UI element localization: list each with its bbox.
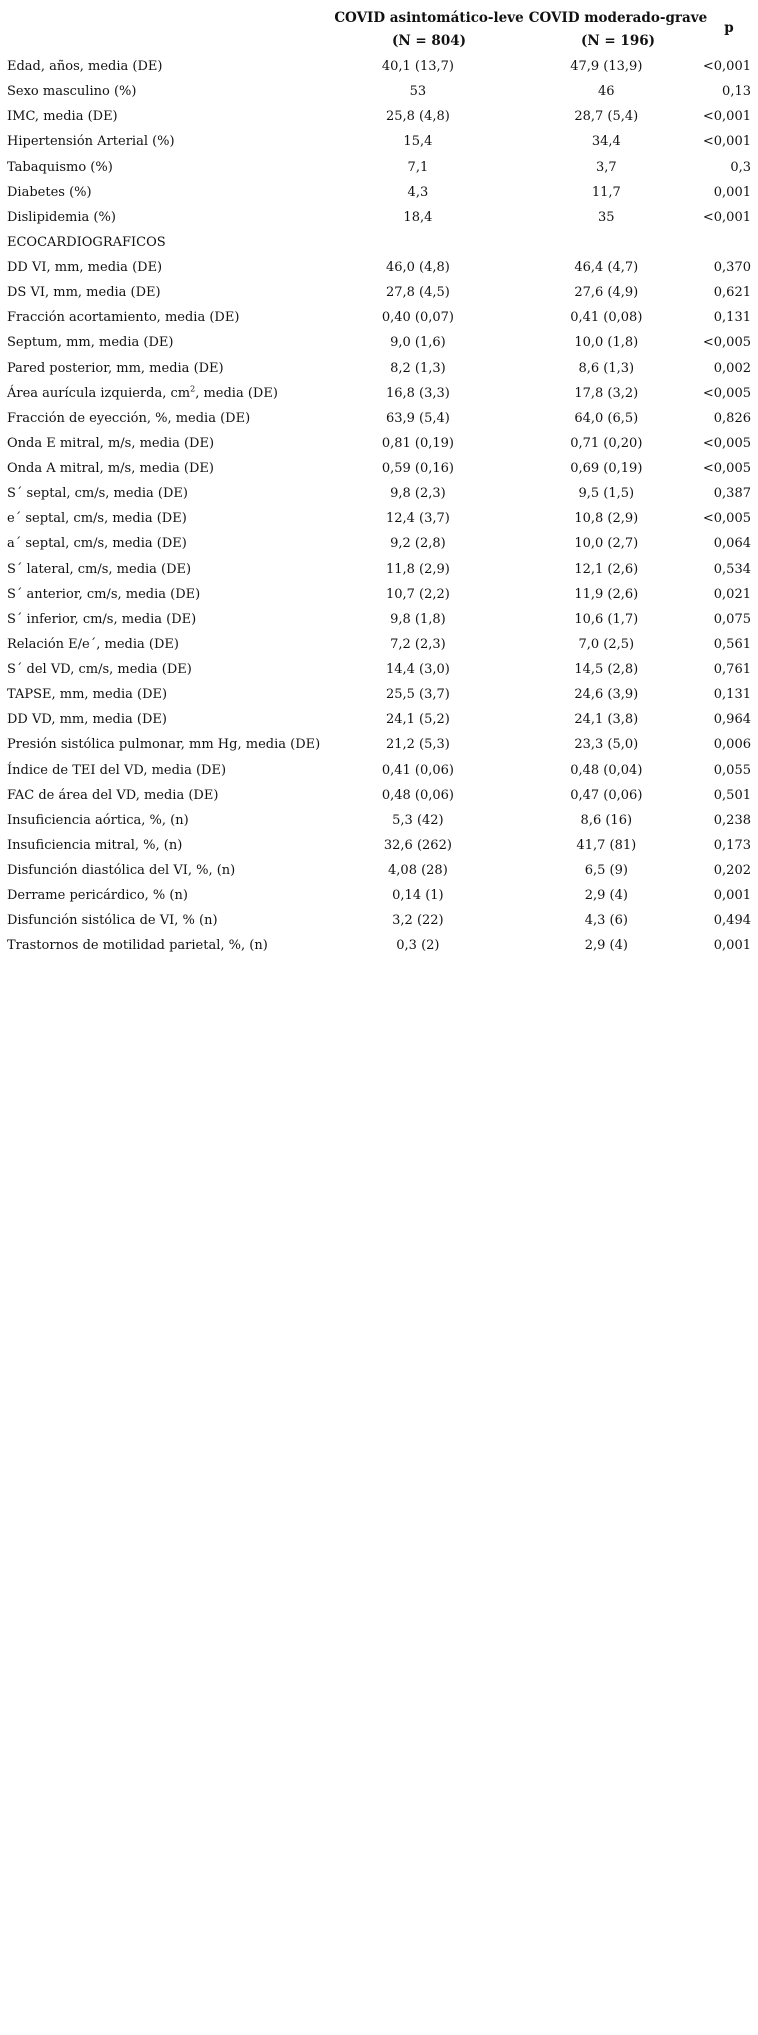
p-value: 0,761 — [713, 662, 751, 678]
p-value: 0,001 — [713, 888, 751, 904]
p-value: <0,001 — [702, 209, 751, 225]
group1-header — [326, 10, 532, 49]
p-value: 0,501 — [713, 787, 751, 803]
table-row — [0, 481, 758, 506]
row-label-suffix: , media (DE) — [195, 385, 278, 401]
p-value: 0,055 — [713, 762, 751, 778]
p-value: 0,131 — [713, 687, 751, 703]
group1-value: 0,81 (0,19) — [381, 435, 454, 451]
p-value: 0,064 — [713, 536, 751, 552]
p-value: <0,001 — [702, 59, 751, 75]
row-label-text: Disfunción diastólica del VI, %, (n) — [7, 863, 236, 879]
row-label — [0, 180, 326, 205]
group2-value: 0,71 (0,20) — [570, 435, 643, 451]
row-label — [0, 557, 326, 582]
table-row — [0, 833, 758, 858]
p-value: 0,001 — [713, 184, 751, 200]
group1-value: 9,2 (2,8) — [390, 536, 446, 552]
group2-value: 8,6 (16) — [580, 812, 633, 828]
row-label-text: Pared posterior, mm, media (DE) — [7, 360, 224, 376]
group2-value: 10,0 (1,8) — [574, 335, 639, 351]
group2-value: 10,6 (1,7) — [574, 611, 639, 627]
p-value: 0,13 — [722, 84, 751, 100]
row-label — [0, 205, 326, 230]
row-label-text: Fracción de eyección, %, media (DE) — [7, 410, 251, 426]
group1-value: 9,0 (1,6) — [390, 335, 446, 351]
table-row — [0, 104, 758, 129]
row-label — [0, 305, 326, 330]
table-row — [0, 632, 758, 657]
p-value: <0,001 — [702, 109, 751, 125]
group2-value: 35 — [598, 209, 615, 225]
group2-value: 46 — [598, 84, 615, 100]
group2-value: 7,0 (2,5) — [578, 636, 635, 652]
row-label-text: Sexo masculino (%) — [7, 84, 137, 100]
group1-value: 7,1 — [407, 159, 429, 175]
group1-value — [326, 230, 510, 255]
group1-value: 0,41 (0,06) — [381, 762, 454, 778]
group2-value: 41,7 (81) — [576, 837, 637, 853]
group2-value: 46,4 (4,7) — [574, 260, 639, 276]
row-label-text: S´ septal, cm/s, media (DE) — [7, 486, 188, 502]
group2-value: 47,9 (13,9) — [570, 59, 643, 75]
table-row — [0, 732, 758, 757]
group2-value: 10,8 (2,9) — [574, 511, 639, 527]
group2-value: 64,0 (6,5) — [574, 410, 639, 426]
group2-value: 17,8 (3,2) — [574, 385, 639, 401]
table-row — [0, 883, 758, 908]
p-value: 0,021 — [713, 586, 751, 602]
table-row — [0, 155, 758, 180]
table-row — [0, 280, 758, 305]
group1-value: 46,0 (4,8) — [385, 260, 450, 276]
row-label-text: ECOCARDIOGRAFICOS — [7, 234, 166, 250]
group2-value: 10,0 (2,7) — [574, 536, 639, 552]
table-row — [0, 205, 758, 230]
group1-value: 10,7 (2,2) — [385, 586, 450, 602]
row-label — [0, 381, 326, 406]
row-label — [0, 758, 326, 783]
table-row — [0, 330, 758, 355]
row-label — [0, 883, 326, 908]
row-label-text: Insuficiencia aórtica, %, (n) — [7, 812, 189, 828]
row-label — [0, 330, 326, 355]
group2-value — [510, 230, 703, 255]
row-label-text: Derrame pericárdico, % (n) — [7, 888, 188, 904]
table-row — [0, 557, 758, 582]
group1-value: 32,6 (262) — [383, 837, 452, 853]
p-value: 0,002 — [713, 360, 751, 376]
table-row — [0, 808, 758, 833]
p-value: 0,561 — [713, 636, 751, 652]
group1-value: 3,2 (22) — [392, 913, 444, 929]
table-row — [0, 230, 758, 255]
p-value: 0,494 — [713, 913, 751, 929]
p-value: <0,001 — [702, 134, 751, 150]
row-label-text: Presión sistólica pulmonar, mm Hg, media (DE) — [7, 737, 321, 753]
row-label — [0, 607, 326, 632]
row-label-text: Septum, mm, media (DE) — [7, 335, 174, 351]
group2-value: 0,41 (0,08) — [570, 310, 643, 326]
group1-value: 40,1 (13,7) — [381, 59, 454, 75]
row-label — [0, 255, 326, 280]
table-row — [0, 506, 758, 531]
table-row — [0, 908, 758, 933]
table-row — [0, 180, 758, 205]
row-label — [0, 481, 326, 506]
group1-value: 15,4 — [403, 134, 433, 150]
group1-value: 27,8 (4,5) — [385, 285, 450, 301]
table-row — [0, 129, 758, 154]
group1-value: 8,2 (1,3) — [390, 360, 446, 376]
group1-value: 14,4 (3,0) — [385, 662, 450, 678]
table-row — [0, 758, 758, 783]
row-label-text: Dislipidemia (%) — [7, 209, 116, 225]
group2-value: 12,1 (2,6) — [574, 561, 639, 577]
row-label-text: Tabaquismo (%) — [7, 159, 113, 175]
row-label — [0, 356, 326, 381]
group2-header — [518, 10, 718, 49]
group1-value: 18,4 — [403, 209, 433, 225]
row-label-text: FAC de área del VD, media (DE) — [7, 787, 219, 803]
row-label — [0, 632, 326, 657]
table-row — [0, 607, 758, 632]
group1-value: 16,8 (3,3) — [385, 385, 450, 401]
row-label-text: IMC, media (DE) — [7, 109, 118, 125]
p-value: 0,534 — [713, 561, 751, 577]
row-label — [0, 104, 326, 129]
group1-value: 0,14 (1) — [392, 888, 444, 904]
row-label-text: DD VI, mm, media (DE) — [7, 260, 163, 276]
group1-value: 0,40 (0,07) — [381, 310, 454, 326]
row-label-text: Relación E/e´, media (DE) — [7, 636, 179, 652]
group2-value: 0,47 (0,06) — [570, 787, 643, 803]
row-label-text: Diabetes (%) — [7, 184, 92, 200]
row-label — [0, 506, 326, 531]
group1-value: 0,59 (0,16) — [381, 461, 454, 477]
table-row — [0, 255, 758, 280]
group1-value: 12,4 (3,7) — [385, 511, 450, 527]
group1-value: 4,3 — [407, 184, 429, 200]
row-label — [0, 582, 326, 607]
p-value: 0,387 — [713, 486, 751, 502]
row-label — [0, 908, 326, 933]
table-row — [0, 682, 758, 707]
row-label-text: DS VI, mm, media (DE) — [7, 285, 161, 301]
row-label-text: Hipertensión Arterial (%) — [7, 134, 175, 150]
table-row — [0, 54, 758, 79]
row-label — [0, 657, 326, 682]
p-value: 0,238 — [713, 812, 751, 828]
group1-value: 24,1 (5,2) — [385, 712, 450, 728]
table-row — [0, 456, 758, 481]
group2-value: 34,4 — [591, 134, 621, 150]
table-row — [0, 657, 758, 682]
p-value: <0,005 — [702, 511, 751, 527]
row-label-text: a´ septal, cm/s, media (DE) — [7, 536, 187, 552]
group1-value: 25,8 (4,8) — [385, 109, 450, 125]
row-label-text: S´ del VD, cm/s, media (DE) — [7, 662, 192, 678]
row-label-text: Trastornos de motilidad parietal, %, (n) — [7, 938, 268, 954]
group2-value: 11,9 (2,6) — [574, 586, 639, 602]
group1-title: COVID asintomático-leve — [334, 10, 524, 26]
row-label — [0, 54, 326, 79]
row-label — [0, 707, 326, 732]
group2-value: 23,3 (5,0) — [574, 737, 639, 753]
row-label — [0, 732, 326, 757]
row-label — [0, 808, 326, 833]
p-value — [703, 230, 758, 255]
table-row — [0, 406, 758, 431]
row-label-text: Insuficiencia mitral, %, (n) — [7, 837, 183, 853]
group2-value: 6,5 (9) — [584, 863, 628, 879]
p-value-header: p — [724, 20, 734, 36]
table-row — [0, 305, 758, 330]
group2-value: 3,7 — [595, 159, 617, 175]
row-label-text: Área aurícula izquierda, cm — [7, 385, 191, 401]
row-label — [0, 230, 326, 255]
group2-n: (N = 196) — [580, 33, 655, 49]
row-label-superscript: 2 — [190, 384, 196, 394]
group2-value: 27,6 (4,9) — [574, 285, 639, 301]
group1-value: 7,2 (2,3) — [390, 636, 446, 652]
table-row — [0, 858, 758, 883]
row-label-text: e´ septal, cm/s, media (DE) — [7, 511, 187, 527]
group2-value: 28,7 (5,4) — [574, 109, 639, 125]
group1-n: (N = 804) — [391, 33, 466, 49]
group2-value: 24,1 (3,8) — [574, 712, 639, 728]
group2-value: 0,69 (0,19) — [570, 461, 643, 477]
data-table — [0, 54, 758, 959]
row-label — [0, 155, 326, 180]
table-header — [0, 10, 758, 56]
p-value: <0,005 — [702, 385, 751, 401]
p-value: <0,005 — [702, 435, 751, 451]
p-value: 0,006 — [713, 737, 751, 753]
row-label-text: Índice de TEI del VD, media (DE) — [7, 762, 227, 778]
p-value: <0,005 — [702, 461, 751, 477]
group1-value: 0,48 (0,06) — [381, 787, 454, 803]
row-label-text: Onda E mitral, m/s, media (DE) — [7, 435, 215, 451]
table-row — [0, 531, 758, 556]
row-label-text: S´ anterior, cm/s, media (DE) — [7, 586, 201, 602]
table-body — [0, 54, 758, 959]
row-label-text: Onda A mitral, m/s, media (DE) — [7, 461, 214, 477]
group2-title: COVID moderado-grave — [528, 10, 708, 26]
row-label — [0, 531, 326, 556]
table-row — [0, 79, 758, 104]
group2-value: 2,9 (4) — [584, 888, 628, 904]
group2-value: 8,6 (1,3) — [578, 360, 635, 376]
p-value: <0,005 — [702, 335, 751, 351]
table-row — [0, 582, 758, 607]
row-label — [0, 933, 326, 958]
row-label-text: S´ inferior, cm/s, media (DE) — [7, 611, 197, 627]
group1-value: 9,8 (2,3) — [390, 486, 446, 502]
table-row — [0, 783, 758, 808]
p-value: 0,202 — [713, 863, 751, 879]
group2-value: 14,5 (2,8) — [574, 662, 639, 678]
table-row — [0, 381, 758, 406]
row-label — [0, 858, 326, 883]
row-label — [0, 129, 326, 154]
group2-value: 24,6 (3,9) — [574, 687, 639, 703]
row-label-text: TAPSE, mm, media (DE) — [7, 687, 168, 703]
table-row — [0, 933, 758, 958]
row-label — [0, 431, 326, 456]
row-label-text: Edad, años, media (DE) — [7, 59, 163, 75]
row-label — [0, 682, 326, 707]
table-row — [0, 356, 758, 381]
p-value: 0,075 — [713, 611, 751, 627]
row-label — [0, 833, 326, 858]
p-value: 0,964 — [713, 712, 751, 728]
row-label — [0, 280, 326, 305]
group1-value: 11,8 (2,9) — [385, 561, 450, 577]
p-value: 0,826 — [713, 410, 751, 426]
p-value: 0,001 — [713, 938, 751, 954]
group2-value: 2,9 (4) — [584, 938, 628, 954]
p-value: 0,370 — [713, 260, 751, 276]
table-row — [0, 707, 758, 732]
row-label — [0, 79, 326, 104]
group1-value: 4,08 (28) — [388, 863, 448, 879]
row-label — [0, 406, 326, 431]
group2-value: 4,3 (6) — [584, 913, 628, 929]
group1-value: 53 — [409, 84, 427, 100]
group1-value: 63,9 (5,4) — [385, 410, 450, 426]
p-value: 0,131 — [713, 310, 751, 326]
p-value: 0,3 — [730, 159, 751, 175]
group2-value: 0,48 (0,04) — [570, 762, 643, 778]
group1-value: 21,2 (5,3) — [385, 737, 450, 753]
group1-value: 25,5 (3,7) — [385, 687, 450, 703]
group2-value: 11,7 — [591, 184, 621, 200]
row-label-text: DD VD, mm, media (DE) — [7, 712, 167, 728]
p-value: 0,621 — [713, 285, 751, 301]
row-label — [0, 783, 326, 808]
group1-value: 0,3 (2) — [396, 938, 440, 954]
group1-value: 5,3 (42) — [392, 812, 444, 828]
row-label-text: Fracción acortamiento, media (DE) — [7, 310, 240, 326]
group1-value: 9,8 (1,8) — [390, 611, 446, 627]
row-label — [0, 456, 326, 481]
p-value: 0,173 — [713, 837, 751, 853]
table-row — [0, 431, 758, 456]
row-label-text: S´ lateral, cm/s, media (DE) — [7, 561, 192, 577]
group2-value: 9,5 (1,5) — [578, 486, 635, 502]
row-label-text: Disfunción sistólica de VI, % (n) — [7, 913, 218, 929]
